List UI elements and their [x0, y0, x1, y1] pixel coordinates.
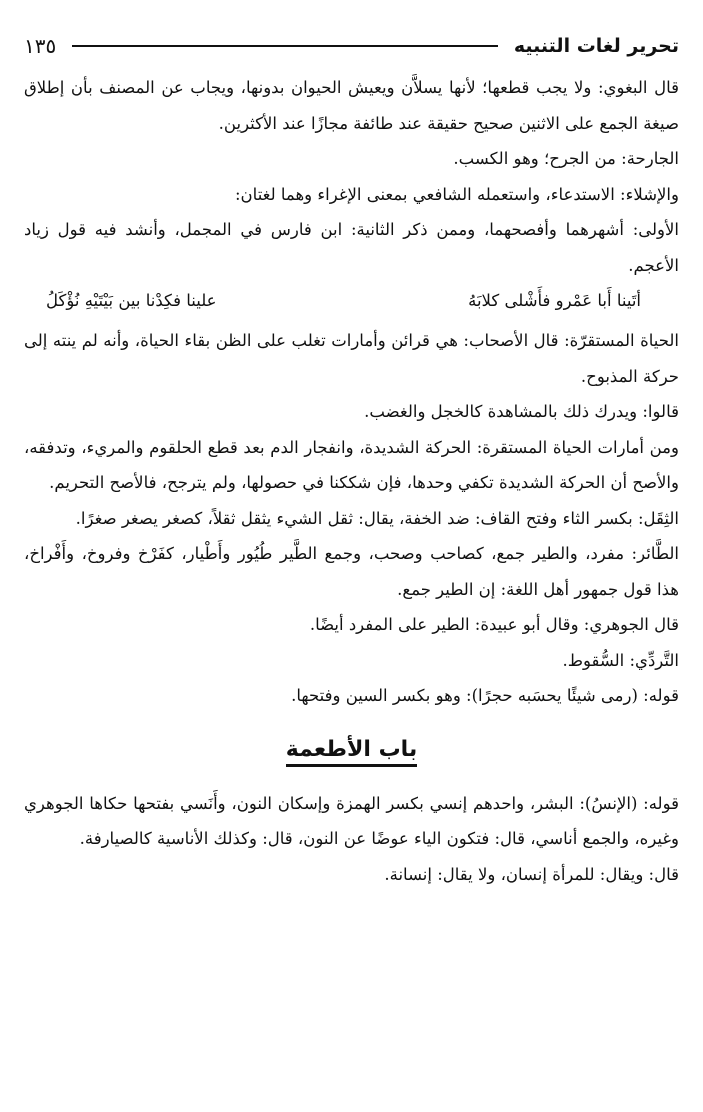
page-number: ١٣٥: [24, 34, 57, 58]
paragraph-qalu: قالوا: ويدرك ذلك بالمشاهدة كالخجل والغضب.: [364, 402, 679, 421]
section-heading: [24, 728, 679, 772]
paragraph-jawhari: قال الجوهري: وقال أبو عبيدة: الطير على المفرد أيضًا.: [309, 615, 679, 634]
poetry-verse: [24, 283, 679, 323]
running-header: [24, 22, 679, 70]
main-text: [24, 70, 679, 892]
paragraph-amarat: ومن أمارات الحياة المستقرة: الحركة الشديدة، وانفجار الدم بعد قطع الحلقوم والمريء، وتدفقه، والأصح أن الحركة الشديدة تكفي وحدها، فإن شككنا في حصولها، ولم يترجح، فالأصح التحريم.: [24, 437, 679, 492]
book-page: [24, 22, 679, 892]
paragraph-tair: الطَّائر: مفرد، والطير جمع، كصاحب وصحب، وجمع الطَّير طُيُور وأَطْيار، كفَرْخ وفروخ، وأَفْراخ، هذا قول جمهور أهل اللغة: إن الطير جمع.: [24, 544, 679, 599]
paragraph-rama: قوله: (رمى شيئًا يحسَبه حجرًا): وهو بكسر السين وفتحها.: [291, 686, 679, 705]
verse-second-hemistich: علينا فكِدْنا بين بَيْتَيْهِ نُؤْكَلُ: [46, 291, 217, 310]
paragraph-thiqal: الثِقَل: بكسر الثاء وفتح القاف: ضد الخفة، يقال: ثقل الشيء يثقل ثقلاً، كصغر يصغر صغرًا.: [75, 508, 679, 528]
verse-first-hemistich: أتَينا أَبا عَمْرو فأَشْلى كلابَهُ: [468, 291, 641, 310]
header-rule: [72, 45, 498, 47]
paragraph-ishla: والإشلاء: الاستدعاء، واستعمله الشافعي بمعنى الإغراء وهما لغتان:: [234, 184, 679, 204]
paragraph-ula: الأولى: أشهرهما وأفصحهما، وممن ذكر الثانية: ابن فارس في المجمل، وأنشد فيه قول زياد الأعجم.: [24, 220, 679, 275]
paragraph-taraddi: التَّردِّي: السُّقوط.: [562, 650, 679, 670]
paragraph-baghawi: قال البغوي: ولا يجب قطعها؛ لأنها يسلاَّن ويعيش الحيوان بدونها، ويجاب عن المصنف بأن إطلاق صيغة الجمع على الاثنين صحيح حقيقة عند طائفة مجازًا عند الأكثرين.: [24, 78, 679, 133]
section-heading-text: باب الأطعمة: [286, 737, 417, 767]
paragraph-hayat: الحياة المستقرّة: قال الأصحاب: هي قرائن وأمارات تغلب على الظن بقاء الحياة، وأنه لم ينته إلى حركة المذبوح.: [24, 331, 679, 386]
paragraph-jariha: الجارحة: من الجرح؛ وهو الكسب.: [453, 149, 679, 168]
paragraph-insana: قال: ويقال: للمرأة إنسان، ولا يقال: إنسانة.: [384, 864, 679, 884]
header-title: تحرير لغات التنبيه: [513, 35, 679, 57]
paragraph-ins: قوله: (الإنسُ): البشر، واحدهم إنسي بكسر الهمزة وإسكان النون، وأَنَسي بفتحها حكاها الجوهري وغيره، والجمع أناسي، قال: فتكون الياء عوضًا عن النون، قال: وكذلك الأناسية كالصيارفة.: [24, 793, 679, 848]
